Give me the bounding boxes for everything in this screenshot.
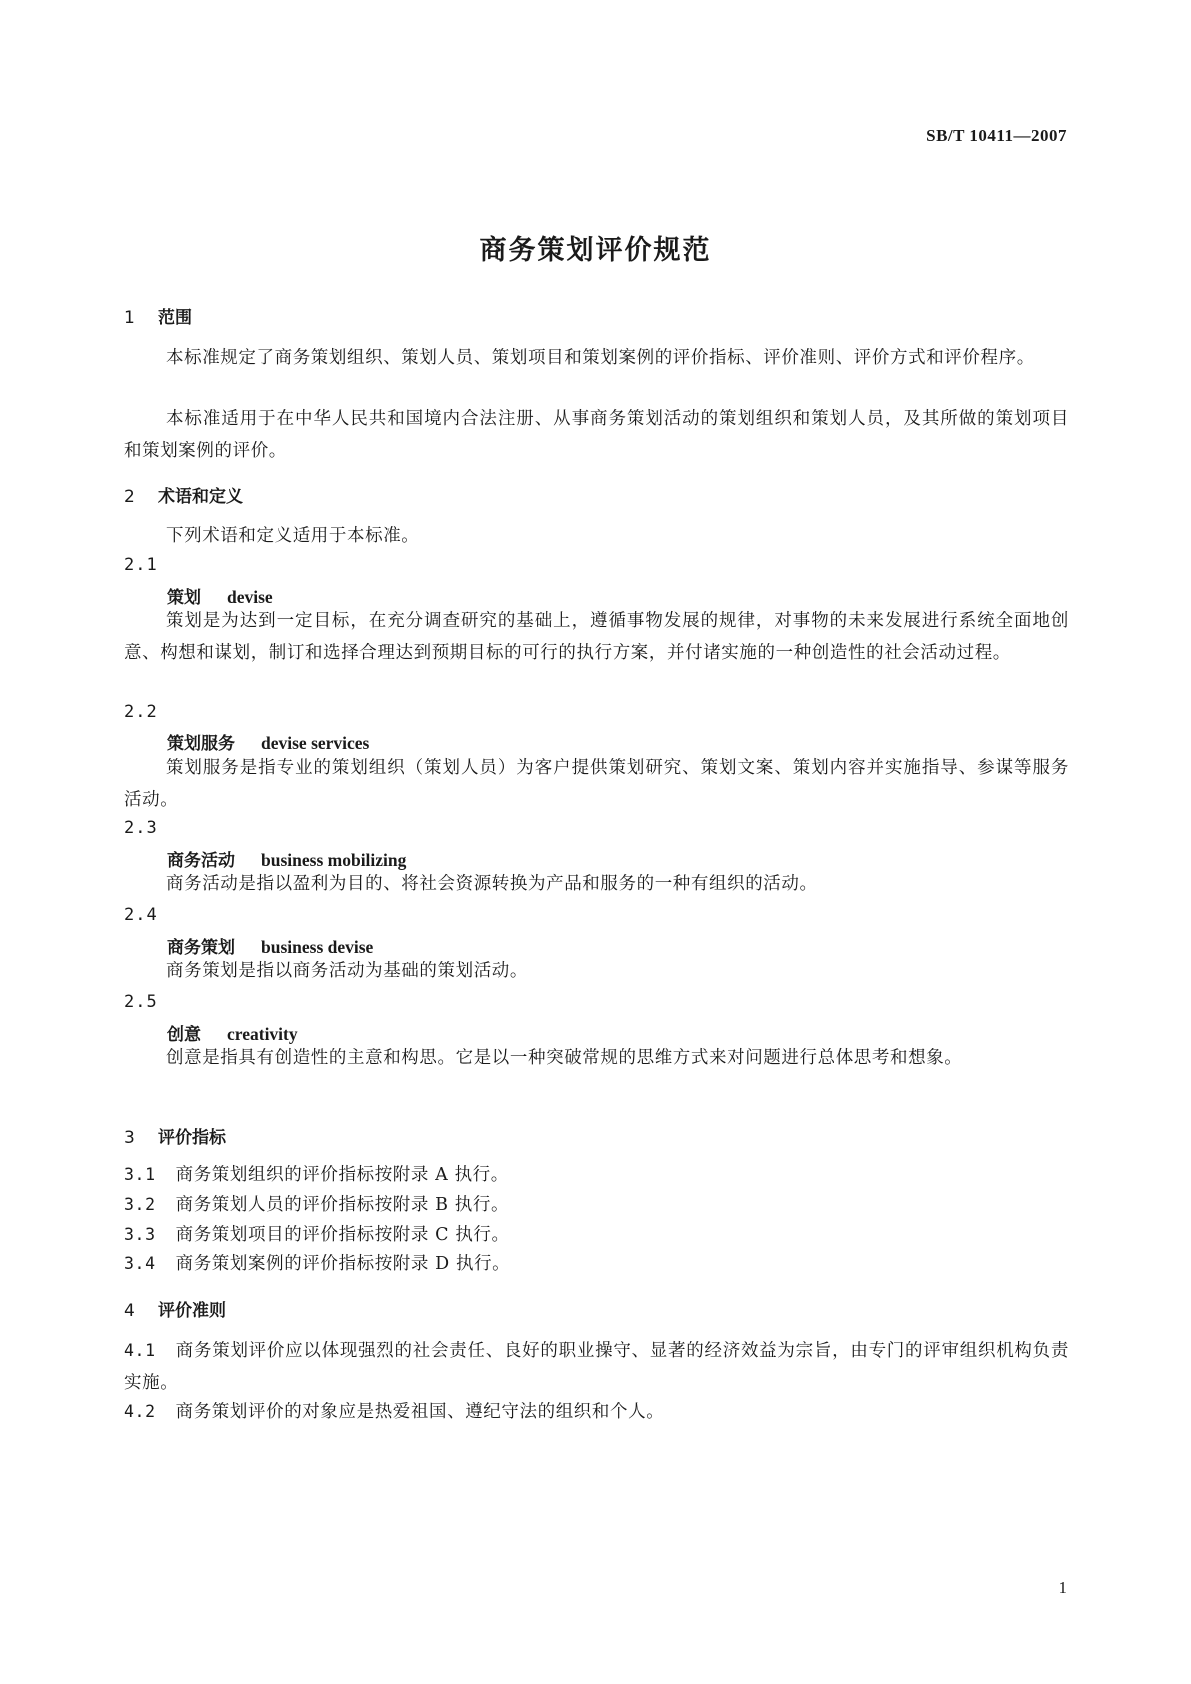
clause-number: 3.2 — [124, 1195, 156, 1214]
section-title: 术语和定义 — [158, 487, 243, 507]
section-title: 评价指标 — [158, 1128, 226, 1148]
term-definition: 策划是为达到一定目标，在充分调查研究的基础上，遵循事物发展的规律，对事物的未来发展进行系统全面地创意、构想和谋划，制订和选择合理达到预期目标的可行的执行方案，并付诸实施的一种创造性的社会活动过程。 — [124, 611, 1069, 663]
clause-text: 商务策划案例的评价指标按附录 D 执行。 — [175, 1254, 511, 1274]
term-definition: 策划服务是指专业的策划组织（策划人员）为客户提供策划研究、策划文案、策划内容并实施指导、参谋等服务活动。 — [124, 758, 1069, 810]
term-number: 2.3 — [124, 818, 158, 838]
section-title: 范围 — [158, 308, 192, 328]
section-1-paragraph-2: 本标准适用于在中华人民共和国境内合法注册、从事商务策划活动的策划组织和策划人员，及其所做的策划项目和策划案例的评价。 — [124, 409, 1069, 461]
term-english: creativity — [227, 1024, 298, 1044]
term-definition: 商务活动是指以盈利为目的、将社会资源转换为产品和服务的一种有组织的活动。 — [166, 874, 818, 894]
clause-number: 3.3 — [124, 1225, 156, 1244]
clause-3-1 — [124, 1159, 1069, 1192]
clause-number: 3.1 — [124, 1165, 156, 1184]
section-number: 3 — [124, 1128, 135, 1148]
clause-4-2 — [124, 1396, 1069, 1429]
clause-text: 商务策划评价应以体现强烈的社会责任、良好的职业操守、显著的经济效益为宗旨，由专门的评审组织机构负责实施。 — [124, 1341, 1069, 1393]
term-heading — [167, 1020, 1112, 1045]
clause-3-4 — [124, 1248, 1069, 1281]
section-number: 1 — [124, 308, 135, 328]
term-chinese: 创意 — [167, 1025, 201, 1045]
term-english: devise — [227, 587, 273, 607]
term-english: business devise — [261, 937, 374, 957]
term-english: devise services — [261, 733, 370, 753]
term-chinese: 商务活动 — [167, 851, 235, 871]
section-title: 评价准则 — [158, 1301, 226, 1321]
term-number: 2.5 — [124, 992, 158, 1012]
term-heading — [167, 846, 1112, 871]
term-chinese: 商务策划 — [167, 938, 235, 958]
term-chinese: 策划 — [167, 588, 201, 608]
clause-4-1 — [124, 1335, 1069, 1399]
clause-text: 商务策划人员的评价指标按附录 B 执行。 — [175, 1195, 510, 1215]
clause-number: 4.2 — [124, 1402, 156, 1421]
clause-number: 3.4 — [124, 1254, 156, 1273]
clause-3-2 — [124, 1189, 1069, 1222]
standard-code: SB/T 10411—2007 — [926, 126, 1067, 145]
clause-3-3 — [124, 1219, 1069, 1252]
clause-text: 商务策划评价的对象应是热爱祖国、遵纪守法的组织和个人。 — [175, 1402, 665, 1422]
clause-text: 商务策划项目的评价指标按附录 C 执行。 — [175, 1225, 510, 1245]
term-number: 2.4 — [124, 905, 158, 925]
section-number: 2 — [124, 487, 135, 507]
page-number: 1 — [1058, 1578, 1067, 1597]
clause-number: 4.1 — [124, 1341, 156, 1360]
term-number: 2.1 — [124, 555, 158, 575]
section-1-heading — [124, 303, 1069, 328]
term-definition: 创意是指具有创造性的主意和构思。它是以一种突破常规的思维方式来对问题进行总体思考和想象。 — [166, 1048, 963, 1068]
section-4-heading — [124, 1296, 1069, 1321]
term-english: business mobilizing — [261, 850, 407, 870]
section-2-intro: 下列术语和定义适用于本标准。 — [166, 526, 420, 546]
term-heading — [167, 583, 1112, 608]
section-1-paragraph-1: 本标准规定了商务策划组织、策划人员、策划项目和策划案例的评价指标、评价准则、评价方式和评价程序。 — [166, 348, 1035, 368]
term-heading — [167, 933, 1112, 958]
section-number: 4 — [124, 1301, 135, 1321]
term-chinese: 策划服务 — [167, 734, 235, 754]
term-number: 2.2 — [124, 702, 158, 722]
term-heading — [167, 729, 1112, 754]
section-3-heading — [124, 1123, 1069, 1148]
section-2-heading — [124, 482, 1069, 507]
document-title: 商务策划评价规范 — [479, 235, 712, 266]
term-definition: 商务策划是指以商务活动为基础的策划活动。 — [166, 961, 528, 981]
clause-text: 商务策划组织的评价指标按附录 A 执行。 — [175, 1165, 509, 1185]
